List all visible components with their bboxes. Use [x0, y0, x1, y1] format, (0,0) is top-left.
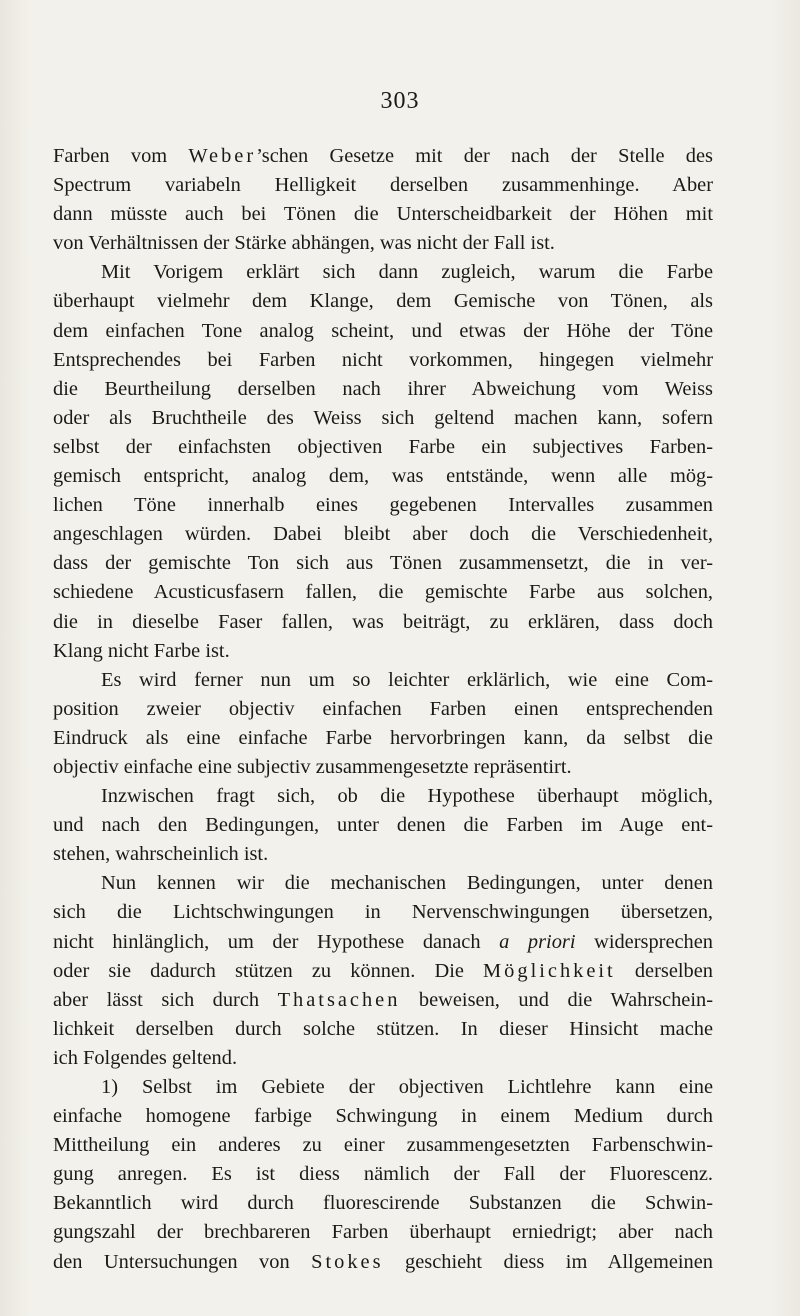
text-run: Mit Vorigem erklärt sich dann zugleich, warum die Farbe [101, 261, 713, 284]
text-run: und nach den Bedingungen, unter denen die Farben im Auge ent- [53, 814, 713, 837]
spaced-name: Thatsachen [277, 988, 401, 1011]
text-run: Klang nicht Farbe ist. [53, 639, 230, 662]
text-run: von Verhältnissen der Stärke abhängen, was nicht der Fall ist. [53, 232, 555, 255]
text-line [53, 1218, 713, 1247]
text-line [53, 1102, 713, 1131]
text-run: angeschlagen würden. Dabei bleibt aber doch die Verschiedenheit, [53, 523, 713, 546]
text-line [53, 287, 713, 316]
text-run: derselben [615, 959, 713, 982]
text-run: nicht hinlänglich, um der Hypothese danach [53, 930, 500, 953]
text-line [53, 317, 713, 346]
text-run: oder als Bruchtheile des Weiss sich geltend machen kann, sofern [53, 406, 713, 429]
text-line [53, 346, 713, 375]
text-run: Inzwischen fragt sich, ob die Hypothese überhaupt möglich, [101, 785, 713, 808]
text-run: aber lässt sich durch [53, 988, 278, 1011]
text-run: 1) Selbst im Gebiete der objectiven Lichtlehre kann eine [101, 1076, 713, 1098]
text-run: lichkeit derselben durch solche stützen. In dieser Hinsicht mache [53, 1017, 713, 1040]
text-run: position zweier objectiv einfachen Farben einen entsprechenden [53, 697, 713, 720]
text-run: stehen, wahrscheinlich ist. [53, 843, 269, 866]
text-line [53, 1131, 713, 1160]
page-number: 303 [380, 88, 420, 114]
spaced-name: Möglichkeit [483, 959, 616, 982]
text-run: Bekanntlich wird durch fluorescirende Substanzen die Schwin- [53, 1192, 713, 1215]
text-line [53, 404, 713, 433]
text-line [53, 229, 713, 258]
text-run: dem einfachen Tone analog scheint, und etwas der Höhe der Töne [53, 319, 713, 342]
text-run: ’schen Gesetze mit der nach der Stelle des [256, 145, 713, 167]
text-line [53, 724, 713, 753]
text-line [53, 433, 713, 462]
text-line [53, 1189, 713, 1218]
text-line [53, 1248, 713, 1277]
text-line [53, 608, 713, 637]
text-line [53, 491, 713, 520]
text-line [53, 142, 713, 171]
text-run: einfache homogene farbige Schwingung in einem Medium durch [53, 1105, 713, 1128]
text-line [53, 1044, 713, 1073]
text-run: gemisch entspricht, analog dem, was entstände, wenn alle mög- [53, 465, 713, 488]
text-line [53, 869, 713, 898]
text-run: schiedene Acusticusfasern fallen, die gemischte Farbe aus solchen, [53, 581, 713, 604]
text-run: überhaupt vielmehr dem Klange, dem Gemische von Tönen, als [53, 290, 713, 313]
text-line [53, 782, 713, 811]
text-line [53, 811, 713, 840]
text-line [53, 957, 713, 986]
text-run: objectiv einfache eine subjectiv zusammengesetzte repräsentirt. [53, 755, 572, 778]
text-run: Mittheilung ein anderes zu einer zusammengesetzten Farbenschwin- [53, 1134, 713, 1157]
text-run: die in dieselbe Faser fallen, was beiträgt, zu erklären, dass doch [53, 610, 713, 633]
text-run: Farben vom [53, 145, 189, 167]
body-text [53, 142, 713, 1277]
text-line [53, 898, 713, 927]
text-run: sich die Lichtschwingungen in Nervenschwingungen übersetzen, [53, 901, 713, 924]
text-line [53, 520, 713, 549]
text-run: Es wird ferner nun um so leichter erklärlich, wie eine Com- [101, 668, 713, 691]
text-line [53, 1160, 713, 1189]
text-line [53, 986, 713, 1015]
italic-phrase: a priori [499, 930, 576, 953]
text-run: dann müsste auch bei Tönen die Unterscheidbarkeit der Höhen mit [53, 203, 713, 226]
text-run: dass der gemischte Ton sich aus Tönen zusammensetzt, die in ver- [53, 552, 713, 575]
text-run: beweisen, und die Wahrschein- [400, 988, 713, 1011]
text-run: oder sie dadurch stützen zu können. Die [53, 959, 484, 982]
text-line [53, 928, 713, 957]
text-run: widersprechen [575, 930, 713, 953]
text-run: Entsprechendes bei Farben nicht vorkommen, hingegen vielmehr [53, 348, 713, 371]
text-line [53, 578, 713, 607]
text-line [53, 637, 713, 666]
text-line [53, 549, 713, 578]
text-run: geschieht diess im Allgemeinen [383, 1250, 713, 1273]
text-run: Nun kennen wir die mechanischen Bedingungen, unter denen [101, 872, 713, 895]
text-line [53, 375, 713, 404]
text-line [53, 1015, 713, 1044]
spaced-name: Stokes [311, 1250, 384, 1273]
text-run: gungszahl der brechbareren Farben überhaupt erniedrigt; aber nach [53, 1221, 713, 1244]
text-run: Eindruck als eine einfache Farbe hervorbringen kann, da selbst die [53, 726, 713, 749]
text-line [53, 258, 713, 287]
text-line [53, 695, 713, 724]
text-run: gung anregen. Es ist diess nämlich der Fall der Fluorescenz. [53, 1163, 713, 1186]
text-line [53, 1073, 713, 1102]
text-line [53, 753, 713, 782]
text-run: den Untersuchungen von [53, 1250, 312, 1273]
text-run: ich Folgendes geltend. [53, 1046, 238, 1069]
text-line [53, 462, 713, 491]
text-line [53, 171, 713, 200]
text-run: selbst der einfachsten objectiven Farbe ein subjectives Farben- [53, 435, 713, 458]
text-run: die Beurtheilung derselben nach ihrer Abweichung vom Weiss [53, 377, 713, 400]
text-line [53, 840, 713, 869]
spaced-name: Weber [188, 145, 257, 167]
text-run: lichen Töne innerhalb eines gegebenen Intervalles zusammen [53, 494, 713, 517]
text-run: Spectrum variabeln Helligkeit derselben zusammenhinge. Aber [53, 174, 713, 197]
text-line [53, 666, 713, 695]
text-line [53, 200, 713, 229]
